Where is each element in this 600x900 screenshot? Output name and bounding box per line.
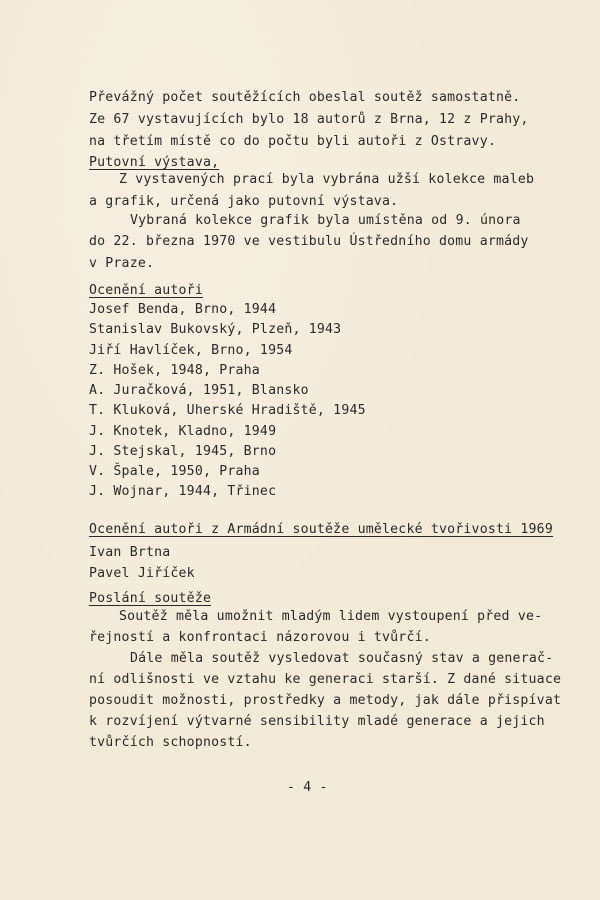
awarded-author: V. Špale, 1950, Praha bbox=[89, 464, 260, 479]
awarded-author: J. Wojnar, 1944, Třinec bbox=[89, 484, 277, 499]
section-heading-poslani: Poslání soutěže bbox=[89, 591, 212, 606]
awarded-author: Pavel Jiříček bbox=[89, 566, 195, 581]
section-heading-oceneni: Ocenění autoři bbox=[89, 283, 203, 298]
paragraph-line: do 22. března 1970 ve vestibulu Ústředního domu armády bbox=[89, 234, 529, 249]
paragraph-line: Vybraná kolekce grafik byla umístěna od 9. února bbox=[130, 213, 521, 228]
paragraph-line: posoudit možnosti, prostředky a metody, jak dále přispívat bbox=[89, 693, 562, 708]
paragraph-line: k rozvíjení výtvarné sensibility mladé generace a jejich bbox=[89, 714, 545, 729]
awarded-author: T. Kluková, Uherské Hradiště, 1945 bbox=[89, 403, 366, 418]
paragraph-line: řejností a konfrontaci názorovou i tvůrčí. bbox=[89, 630, 431, 645]
paragraph-line: Dále měla soutěž vysledovat současný stav a generač- bbox=[130, 651, 554, 666]
paragraph-line: ní odlišnosti ve vztahu ke generaci starší. Z dané situace bbox=[89, 672, 562, 687]
awarded-author: Z. Hošek, 1948, Praha bbox=[89, 363, 260, 378]
awarded-author: J. Knotek, Kladno, 1949 bbox=[89, 424, 277, 439]
intro-line: Ze 67 vystavujících bylo 18 autorů z Brna, 12 z Prahy, bbox=[89, 112, 529, 127]
intro-line: Převážný počet soutěžících obeslal soutěž samostatně. bbox=[89, 90, 521, 105]
awarded-author: Ivan Brtna bbox=[89, 545, 171, 560]
paragraph-line: Z vystavených prací byla vybrána užší kolekce maleb bbox=[119, 172, 535, 187]
paragraph-line: v Praze. bbox=[89, 256, 155, 271]
awarded-author: J. Stejskal, 1945, Brno bbox=[89, 444, 277, 459]
paragraph-line: tvůrčích schopností. bbox=[89, 735, 252, 750]
section-heading-armadni: Ocenění autoři z Armádní soutěže umělecké tvořivosti 1969 bbox=[89, 522, 553, 537]
paragraph-line: Soutěž měla umožnit mladým lidem vystoupení před ve- bbox=[119, 609, 543, 624]
awarded-author: Stanislav Bukovský, Plzeň, 1943 bbox=[89, 322, 342, 337]
awarded-author: Jiří Havlíček, Brno, 1954 bbox=[89, 343, 293, 358]
section-heading-putovni: Putovní výstava, bbox=[89, 155, 220, 170]
paragraph-line: a grafik, určená jako putovní výstava. bbox=[89, 194, 399, 209]
awarded-author: Josef Benda, Brno, 1944 bbox=[89, 302, 277, 317]
intro-line: na třetím místě co do počtu byli autoři z Ostravy. bbox=[89, 134, 496, 149]
page-number: - 4 - bbox=[287, 780, 328, 795]
awarded-author: A. Juračková, 1951, Blansko bbox=[89, 383, 309, 398]
